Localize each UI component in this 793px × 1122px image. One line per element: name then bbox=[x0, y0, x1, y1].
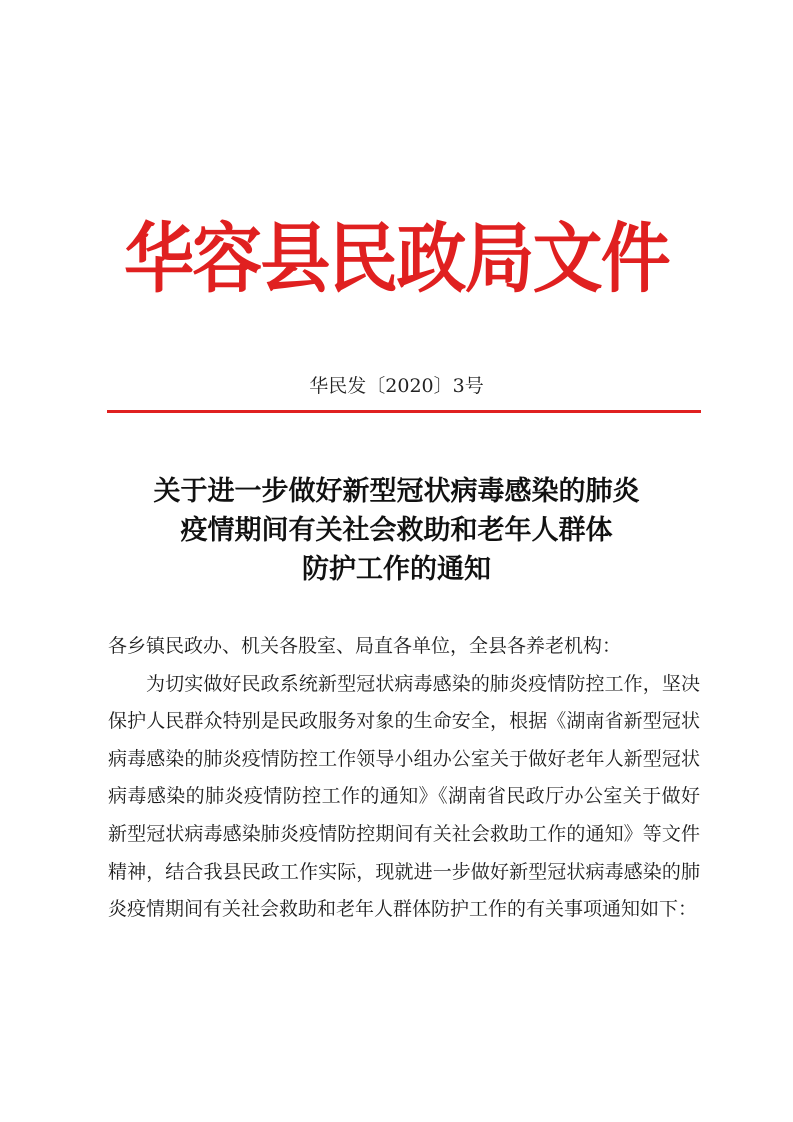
title-line: 防护工作的通知 bbox=[302, 554, 491, 585]
document-body bbox=[108, 628, 700, 929]
document-title bbox=[0, 472, 793, 589]
body-paragraph: 为切实做好民政系统新型冠状病毒感染的肺炎疫情防控工作，坚决保护人民群众特别是民政服务对象的生命安全，根据《湖南省新型冠状病毒感染的肺炎疫情防控工作领导小组办公室关于做好老年人新型冠状病毒感染的肺炎疫情防控工作的通知》《湖南省民政厅办公室关于做好新型冠状病毒感染肺炎疫情防控期间有关社会救助工作的通知》等文件精神，结合我县民政工作实际，现就进一步做好新型冠状病毒感染的肺炎疫情期间有关社会救助和老年人群体防护工作的有关事项通知如下： bbox=[108, 672, 700, 921]
title-line: 疫情期间有关社会救助和老年人群体 bbox=[180, 515, 613, 546]
document-number: 华民发〔2020〕3号 bbox=[309, 375, 484, 397]
salutation: 各乡镇民政办、机关各股室、局直各单位，全县各养老机构： bbox=[108, 635, 622, 657]
masthead-title: 华容县民政局文件 bbox=[124, 214, 669, 303]
title-line: 关于进一步做好新型冠状病毒感染的肺炎 bbox=[153, 476, 640, 507]
red-divider-line bbox=[107, 410, 701, 413]
